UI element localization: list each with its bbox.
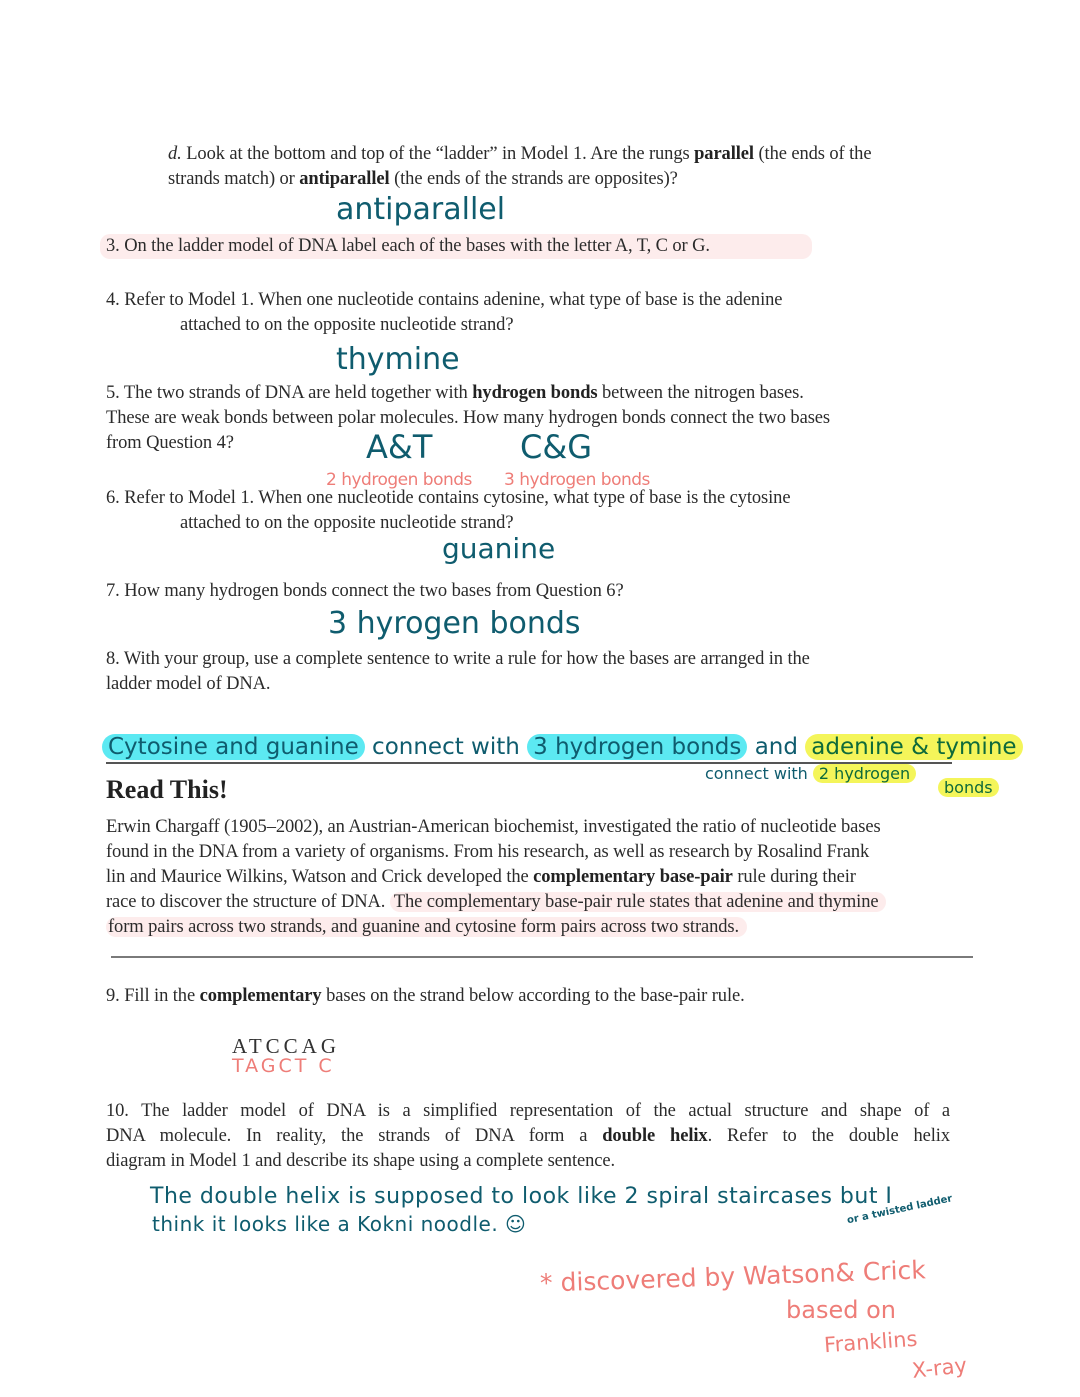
question-3: 3. On the ladder model of DNA label each of the bases with the letter A, T, C or G.: [100, 234, 812, 259]
note-5-at: 2 hydrogen bonds: [326, 470, 472, 490]
answer-8-line1: Cytosine and guanine connect with 3 hydrogen bonds and adenine & tymine: [102, 734, 1023, 760]
answer-10-line2: think it looks like a Kokni noodle. ☺: [152, 1212, 527, 1236]
side-note-line4: X-ray: [910, 1353, 968, 1383]
answer-8-line3: bonds: [938, 778, 999, 797]
question-8: 8. With your group, use a complete sentence to write a rule for how the bases are arranged in the ladder model of DNA.: [106, 649, 810, 694]
question-10-line3: diagram in Model 1 and describe its shape using a complete sentence.: [106, 1151, 615, 1171]
question-4: 4. Refer to Model 1. When one nucleotide contains adenine, what type of base is the adenine attached to on the opposite nucleotide strand?: [106, 290, 783, 335]
read-this-heading: Read This!: [106, 775, 228, 804]
side-note-line2: based on: [786, 1296, 896, 1324]
read-this-body: Erwin Chargaff (1905–2002), an Austrian-American biochemist, investigated the ratio of nucleotide bases found in the DNA from a variety of organisms. From his research, as well as research by Rosalind Frank lin and Maurice Wilkins, Watson and Crick developed the complementary base-pair rule during their race to discover the structure of DNA. The complementary base-pair rule states that adenine and thymine form pairs across two strands, and guanine and cytosine form pairs across two strands.: [106, 815, 1006, 940]
answer-9: TAGCT C: [232, 1055, 335, 1077]
answer-5-cg: C&G: [520, 428, 593, 466]
answer-6: guanine: [442, 532, 556, 565]
answer-7: 3 hyrogen bonds: [328, 606, 581, 641]
answer-d: antiparallel: [336, 192, 506, 227]
answer-8-line2: connect with 2 hydrogen: [705, 764, 916, 783]
question-d-line1: d. Look at the bottom and top of the “ladder” in Model 1. Are the rungs parallel (the ends of the: [168, 144, 872, 164]
insert-note: or a twisted ladder: [846, 1193, 954, 1227]
question-6: 6. Refer to Model 1. When one nucleotide contains cytosine, what type of base is the cytosine attached to on the opposite nucleotide strand?: [106, 488, 791, 533]
answer-4: thymine: [336, 342, 460, 377]
answer-5-at: A&T: [366, 428, 433, 466]
question-9: 9. Fill in the complementary bases on the strand below according to the base-pair rule.: [106, 986, 745, 1006]
question-d: [168, 142, 998, 192]
side-note-line3: Franklins: [823, 1326, 919, 1358]
side-note-line1: * discovered by Watson& Crick: [539, 1255, 927, 1298]
question-d-line2: strands match) or antiparallel (the ends of the strands are opposites)?: [168, 169, 678, 189]
question-10-line1: 10. The ladder model of DNA is a simplified representation of the actual structure and shape of a: [106, 1101, 950, 1121]
dna-strand: ATCCAG: [232, 1034, 341, 1058]
note-5-cg: 3 hydrogen bonds: [504, 470, 650, 490]
question-10-line2: DNA molecule. In reality, the strands of DNA form a double helix. Refer to the double helix: [106, 1126, 951, 1146]
section-divider: [111, 956, 973, 958]
question-5: 5. The two strands of DNA are held together with hydrogen bonds between the nitrogen bases. These are weak bonds between polar molecules. How many hydrogen bonds connect the two bases from Question 4?: [106, 383, 830, 453]
question-7: 7. How many hydrogen bonds connect the two bases from Question 6?: [106, 581, 624, 601]
answer-10-line1: The double helix is supposed to look like 2 spiral staircases but I: [150, 1184, 893, 1209]
